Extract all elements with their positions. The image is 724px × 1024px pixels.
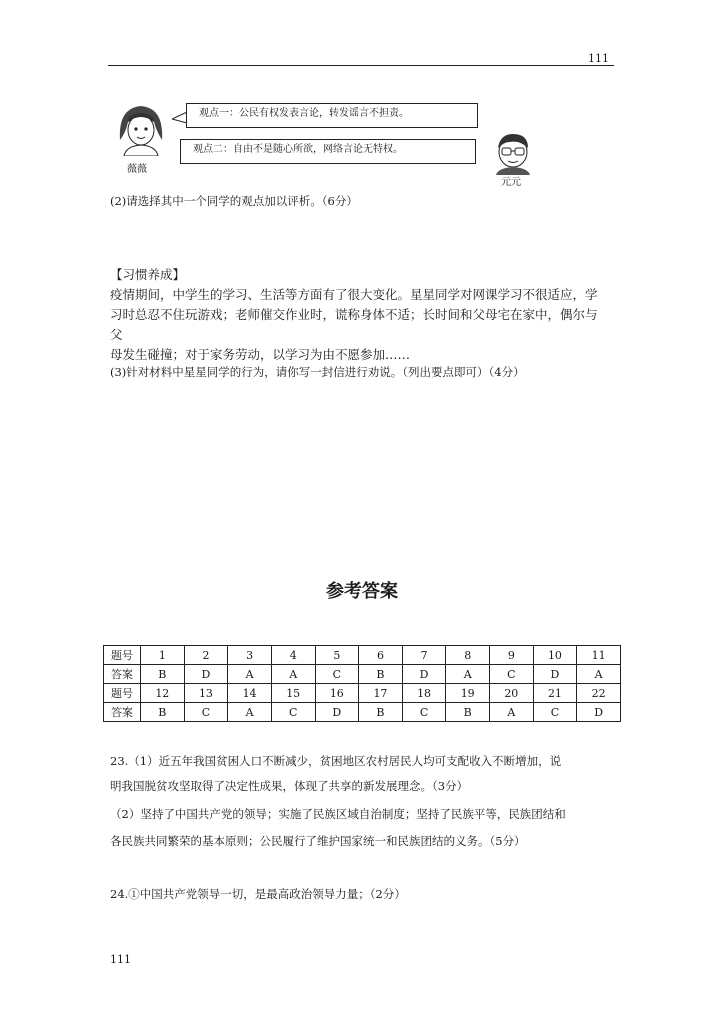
table-cell: B (446, 703, 490, 722)
table-cell: D (184, 665, 228, 684)
table-cell: D (533, 665, 577, 684)
speech-bubble-view1: 观点一：公民有权发表言论，转发谣言不担责。 (186, 103, 478, 128)
habit-title: 【习惯养成】 (110, 267, 186, 282)
table-cell: B (141, 665, 185, 684)
table-cell: 15 (271, 684, 315, 703)
question-3: (3)针对材料中星星同学的行为，请你写一封信进行劝说。（列出要点即可）（4分） (110, 365, 525, 379)
answers-heading: 参考答案 (326, 581, 398, 602)
table-cell: A (577, 665, 621, 684)
header-rule (108, 65, 614, 66)
table-cell: 8 (446, 646, 490, 665)
page-number-bottom: 111 (110, 953, 131, 966)
table-cell: A (446, 665, 490, 684)
table-row (104, 665, 621, 684)
table-cell: D (315, 703, 359, 722)
table-cell: 题号 (104, 646, 141, 665)
table-cell: 4 (271, 646, 315, 665)
speech-bubble-view2: 观点二：自由不是随心所欲，网络言论无特权。 (180, 139, 476, 164)
table-cell: B (359, 703, 403, 722)
table-cell: 题号 (104, 684, 141, 703)
habit-line-4: 母发生碰撞；对于家务劳动，以学习为由不愿参加…… (110, 347, 411, 362)
table-row (104, 646, 621, 665)
table-cell: 20 (490, 684, 534, 703)
table-cell: 14 (228, 684, 272, 703)
table-cell: 6 (359, 646, 403, 665)
table-cell: 16 (315, 684, 359, 703)
table-cell: B (141, 703, 185, 722)
answer-23-line-4: 各民族共同繁荣的基本原则；公民履行了维护国家统一和民族团结的义务。（5分） (110, 834, 526, 848)
table-cell: 2 (184, 646, 228, 665)
table-cell: 10 (533, 646, 577, 665)
table-cell: 5 (315, 646, 359, 665)
table-cell: C (315, 665, 359, 684)
table-cell: C (271, 703, 315, 722)
table-cell: C (184, 703, 228, 722)
table-cell: C (533, 703, 577, 722)
table-cell: B (359, 665, 403, 684)
table-row (104, 684, 621, 703)
right-student-name: 元元 (501, 177, 521, 188)
answer-23-line-3: （2）坚持了中国共产党的领导；实施了民族区域自治制度；坚持了民族平等，民族团结和 (110, 807, 566, 821)
table-cell: 1 (141, 646, 185, 665)
habit-line-1: 疫情期间，中学生的学习、生活等方面有了很大变化。星星同学对网课学习不很适应，学 (110, 287, 598, 302)
table-cell: A (228, 703, 272, 722)
table-cell: A (490, 703, 534, 722)
table-cell: 12 (141, 684, 185, 703)
table-cell: 7 (402, 646, 446, 665)
table-cell: 18 (402, 684, 446, 703)
habit-line-2: 习时总忍不住玩游戏；老师催交作业时，谎称身体不适；长时间和父母宅在家中，偶尔与 (110, 307, 598, 322)
table-cell: 13 (184, 684, 228, 703)
table-cell: 21 (533, 684, 577, 703)
answer-24-line-1: 24.①中国共产党领导一切，是最高政治领导力量；（2分） (110, 887, 406, 901)
left-student-name: 薇薇 (127, 164, 147, 175)
table-cell: 3 (228, 646, 272, 665)
table-cell: 答案 (104, 665, 141, 684)
table-cell: D (402, 665, 446, 684)
table-cell: C (490, 665, 534, 684)
girl-weiwei-illustration (112, 100, 170, 156)
question-2: (2)请选择其中一个同学的观点加以评析。（6分） (110, 194, 358, 208)
table-cell: 19 (446, 684, 490, 703)
habit-line-3: 父 (110, 327, 123, 342)
table-cell: 17 (359, 684, 403, 703)
page-number-top: 111 (588, 52, 609, 65)
table-cell: 答案 (104, 703, 141, 722)
answer-23-line-2: 明我国脱贫攻坚取得了决定性成果，体现了共享的新发展理念。（3分） (110, 779, 469, 793)
table-cell: C (402, 703, 446, 722)
boy-yuanyuan-illustration (488, 130, 538, 175)
answer-23-line-1: 23.（1）近五年我国贫困人口不断减少，贫困地区农村居民人均可支配收入不断增加，说 (110, 754, 562, 768)
answer-table (103, 645, 621, 722)
table-cell: 11 (577, 646, 621, 665)
table-cell: D (577, 703, 621, 722)
table-cell: A (271, 665, 315, 684)
table-cell: 22 (577, 684, 621, 703)
table-row (104, 703, 621, 722)
table-cell: A (228, 665, 272, 684)
table-cell: 9 (490, 646, 534, 665)
